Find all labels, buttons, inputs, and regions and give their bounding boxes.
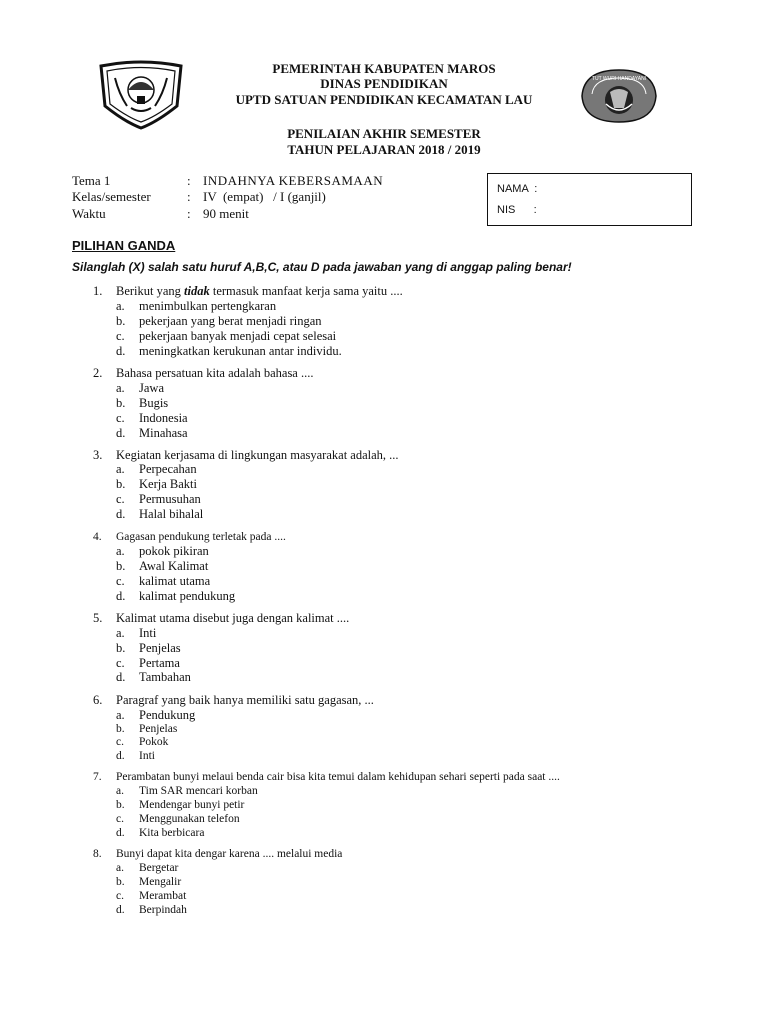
tema-colon: : (187, 173, 191, 188)
waktu-label: Waktu (72, 206, 106, 221)
question-text: Kegiatan kerjasama di lingkungan masyarakat adalah, ... (116, 448, 399, 462)
kelas-colon: : (187, 189, 191, 204)
student-id-box (487, 173, 692, 226)
question-text: Bunyi dapat kita dengar karena .... melalui media (116, 848, 343, 860)
header-department: DINAS PENDIDIKAN (320, 76, 448, 91)
emphasis-word: tidak (184, 284, 210, 298)
tema-label: Tema 1 (72, 173, 111, 188)
academic-year: TAHUN PELAJARAN 2018 / 2019 (287, 142, 481, 157)
question-text: Bahasa persatuan kita adalah bahasa .... (116, 366, 314, 380)
question-text: Paragraf yang baik hanya memiliki satu gagasan, ... (116, 693, 374, 707)
question-text: Berikut yang tidak termasuk manfaat kerja sama yaitu .... (116, 284, 403, 298)
waktu-value: 90 menit (203, 206, 249, 221)
tema-value: INDAHNYA KEBERSAMAAN (203, 173, 384, 188)
nis-field-label: NIS : (497, 204, 537, 216)
waktu-colon: : (187, 206, 191, 221)
header-government: PEMERINTAH KABUPATEN MAROS (272, 61, 496, 76)
nama-field-label: NAMA : (497, 183, 538, 195)
instruction-text: Silanglah (X) salah satu huruf A,B,C, atau D pada jawaban yang di anggap paling benar! (72, 260, 572, 274)
kelas-label: Kelas/semester (72, 189, 151, 204)
header-unit: UPTD SATUAN PENDIDIKAN KECAMATAN LAU (235, 92, 533, 107)
section-title: PILIHAN GANDA (72, 238, 176, 253)
logo-lettering: TUT WURI HANDAYANI (591, 76, 647, 82)
kelas-value: IV (empat) / I (ganjil) (203, 189, 326, 204)
question-text: Kalimat utama disebut juga dengan kalimat .... (116, 611, 350, 625)
question-text: Perambatan bunyi melaui benda cair bisa kita temui dalam kehidupan sehari seperti pada saat .... (116, 771, 560, 783)
question-text: Gagasan pendukung terletak pada .... (116, 531, 286, 543)
exam-title: PENILAIAN AKHIR SEMESTER (287, 126, 481, 141)
question-number: 1. (93, 284, 103, 298)
